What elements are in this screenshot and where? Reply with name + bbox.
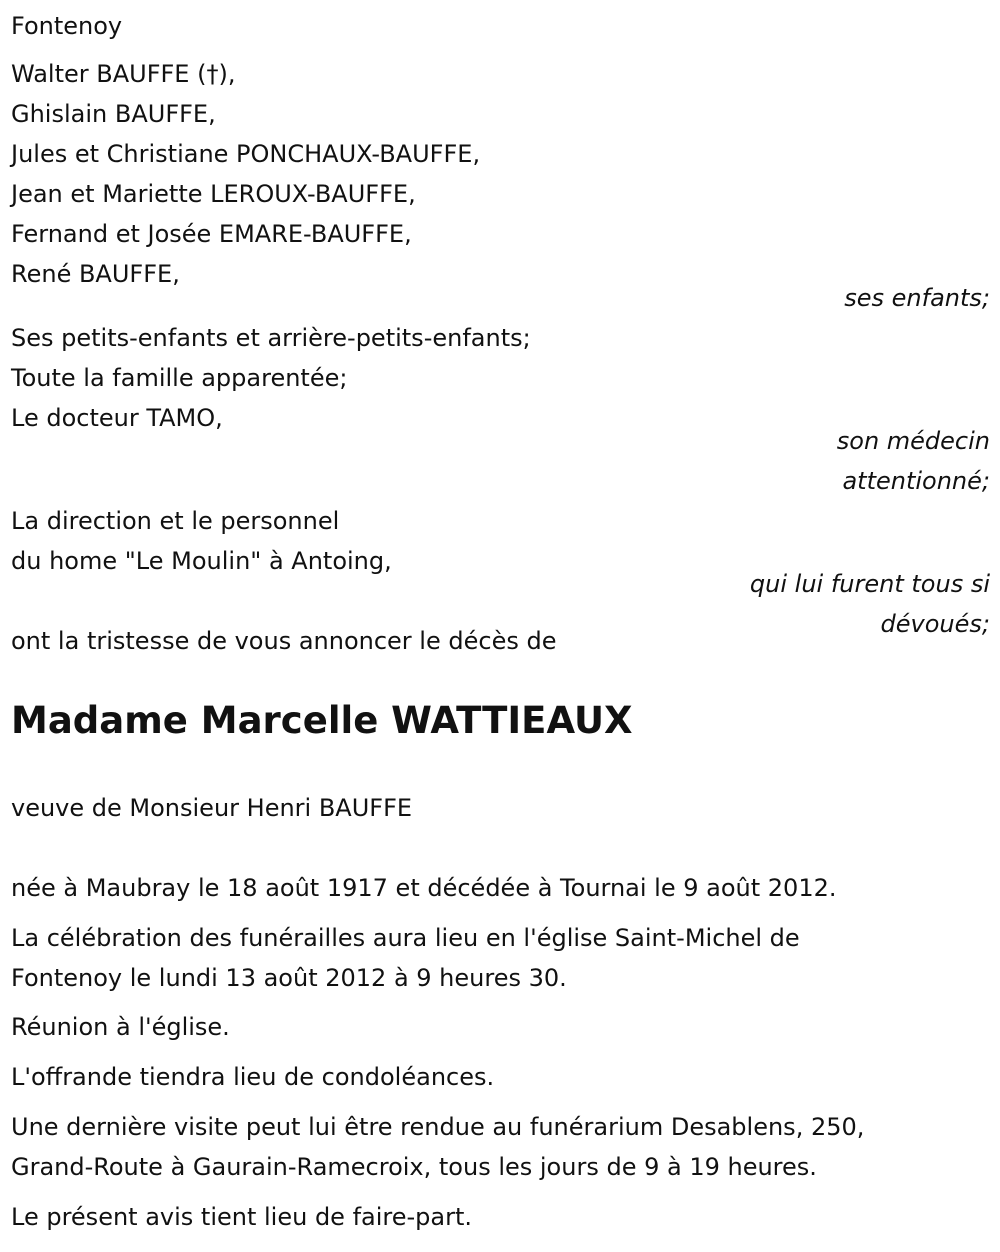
relative-line: Ses petits-enfants et arrière-petits-enfants; <box>11 324 531 352</box>
staff-relation-note: qui lui furent tous si <box>749 570 990 598</box>
meeting-line: Réunion à l'église. <box>11 1013 230 1041</box>
deceased-name: Madame Marcelle WATTIEAUX <box>11 699 633 742</box>
doctor-relation-note: attentionné; <box>842 467 990 495</box>
children-relation-note: ses enfants; <box>844 284 990 312</box>
staff-line: du home "Le Moulin" à Antoing, <box>11 547 392 575</box>
child-name: René BAUFFE, <box>11 260 180 288</box>
child-name: Fernand et Josée EMARE-BAUFFE, <box>11 220 412 248</box>
notice-line: Le présent avis tient lieu de faire-part. <box>11 1203 473 1231</box>
staff-relation-note: dévoués; <box>880 610 990 638</box>
funeral-line: Fontenoy le lundi 13 août 2012 à 9 heures 30. <box>11 964 567 992</box>
visit-line: Grand-Route à Gaurain-Ramecroix, tous les jours de 9 à 19 heures. <box>11 1153 817 1181</box>
visit-line: Une dernière visite peut lui être rendue au funérarium Desablens, 250, <box>11 1113 865 1141</box>
widow-of-line: veuve de Monsieur Henri BAUFFE <box>11 794 413 822</box>
doctor-relation-note: son médecin <box>836 427 990 455</box>
announcement-text: ont la tristesse de vous annoncer le décès de <box>11 627 557 655</box>
offering-line: L'offrande tiendra lieu de condoléances. <box>11 1063 495 1091</box>
child-name: Walter BAUFFE (†), <box>11 60 236 88</box>
child-name: Ghislain BAUFFE, <box>11 100 216 128</box>
child-name: Jean et Mariette LEROUX-BAUFFE, <box>11 180 416 208</box>
relative-line: Toute la famille apparentée; <box>11 364 348 392</box>
staff-line: La direction et le personnel <box>11 507 340 535</box>
relative-line: Le docteur TAMO, <box>11 404 223 432</box>
birth-death-line: née à Maubray le 18 août 1917 et décédée à Tournai le 9 août 2012. <box>11 874 837 902</box>
funeral-line: La célébration des funérailles aura lieu en l'église Saint-Michel de <box>11 924 800 952</box>
child-name: Jules et Christiane PONCHAUX-BAUFFE, <box>11 140 481 168</box>
location-heading: Fontenoy <box>11 12 123 40</box>
